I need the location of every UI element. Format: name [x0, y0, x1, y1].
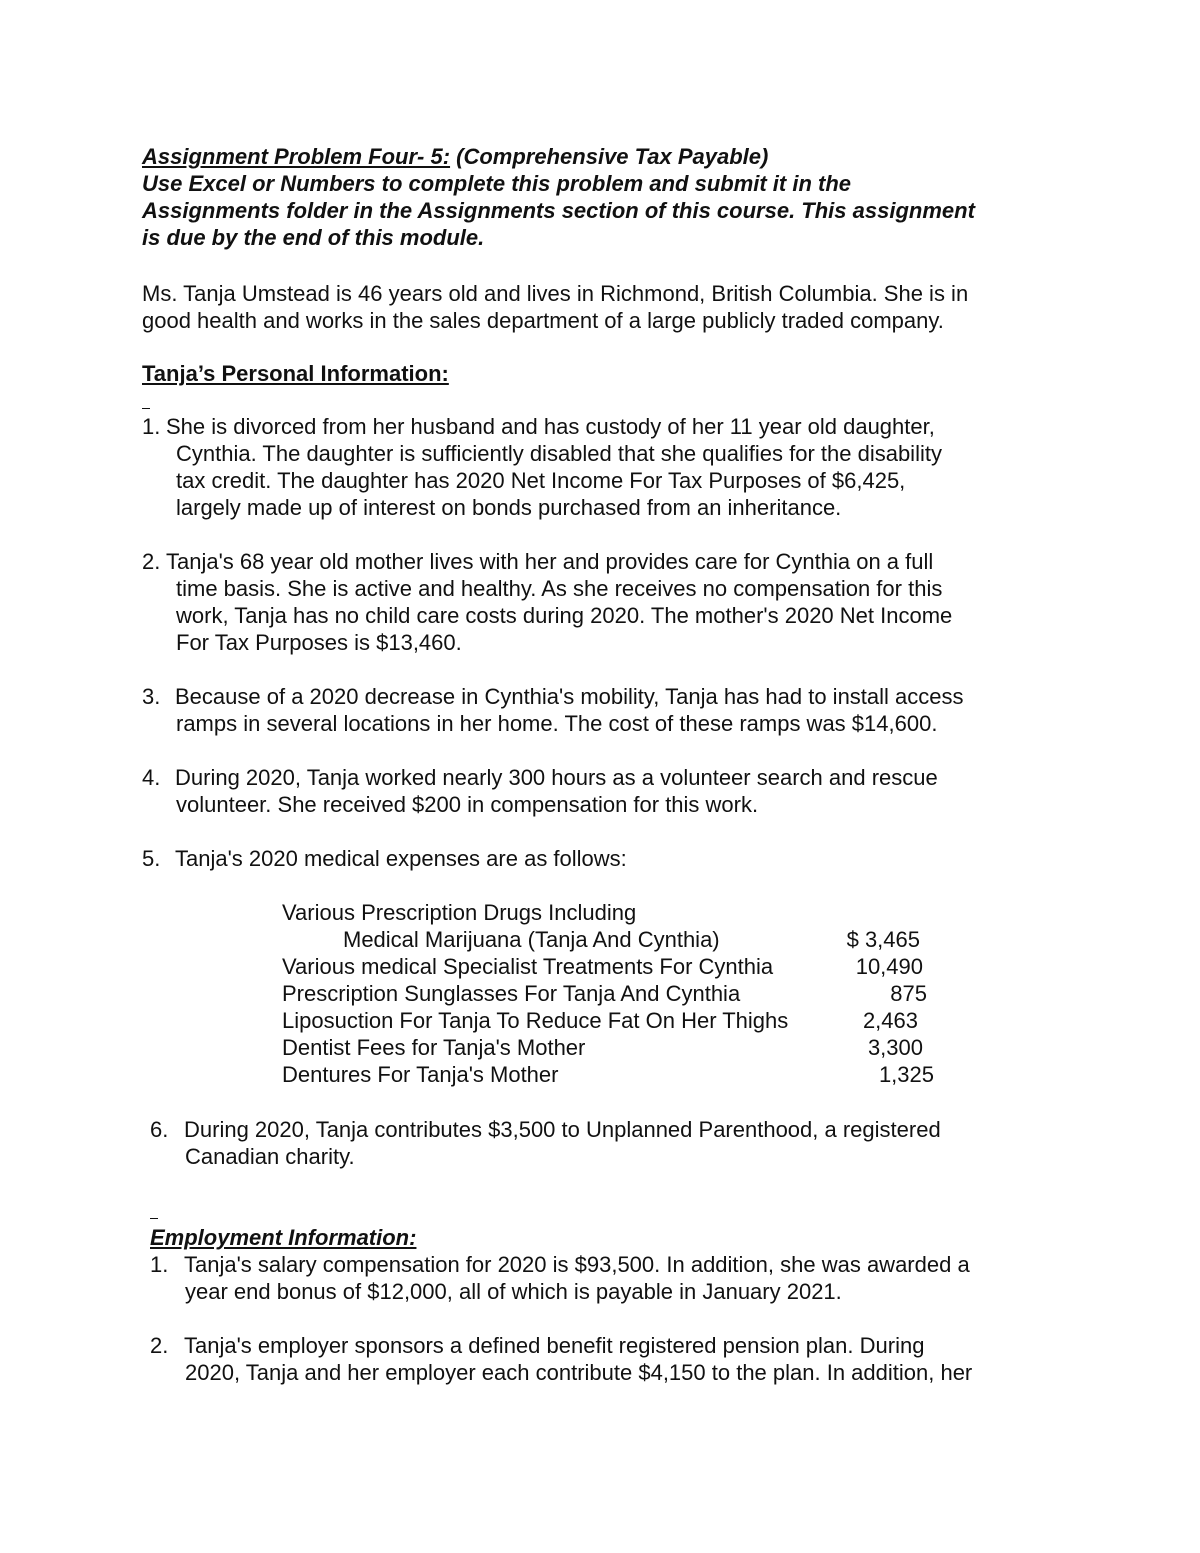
list-item-line: work, Tanja has no child care costs during 2020. The mother's 2020 Net Income [176, 603, 953, 628]
title-rest: (Comprehensive Tax Payable) [450, 144, 769, 169]
stray-mark [142, 408, 150, 409]
instruction-line: Assignments folder in the Assignments section of this course. This assignment [142, 198, 975, 223]
list-item-line: Tanja's salary compensation for 2020 is $93,500. In addition, she was awarded a [184, 1252, 970, 1277]
expense-amount: $ 3,465 [846, 927, 920, 952]
expense-label: Medical Marijuana (Tanja And Cynthia) [343, 927, 720, 952]
list-item-line: During 2020, Tanja contributes $3,500 to Unplanned Parenthood, a registered [184, 1117, 941, 1142]
expense-label: Various Prescription Drugs Including [282, 900, 637, 925]
list-item-line: Canadian charity. [185, 1144, 355, 1169]
title-underlined: Assignment Problem Four- 5: [142, 144, 451, 169]
expense-amount: 2,463 [862, 1008, 918, 1033]
list-item-line: volunteer. She received $200 in compensation for this work. [176, 792, 759, 817]
list-item-line: For Tax Purposes is $13,460. [176, 630, 462, 655]
list-item-line: Tanja's 68 year old mother lives with her and provides care for Cynthia on a full [166, 549, 934, 574]
expense-label: Prescription Sunglasses For Tanja And Cynthia [282, 981, 741, 1006]
list-number: 5. [142, 846, 161, 871]
instruction-line: Use Excel or Numbers to complete this problem and submit it in the [142, 171, 852, 196]
list-item-line: year end bonus of $12,000, all of which is payable in January 2021. [185, 1279, 842, 1304]
expense-label: Various medical Specialist Treatments For Cynthia [282, 954, 774, 979]
list-number: 4. [142, 765, 161, 790]
expense-label: Dentist Fees for Tanja's Mother [282, 1035, 586, 1060]
intro-line: Ms. Tanja Umstead is 46 years old and lives in Richmond, British Columbia. She is in [142, 281, 969, 306]
list-item-line: 2020, Tanja and her employer each contribute $4,150 to the plan. In addition, her [185, 1360, 973, 1385]
personal-info-heading: Tanja’s Personal Information: [142, 361, 449, 386]
assignment-title [142, 143, 768, 170]
list-item-line: Tanja's 2020 medical expenses are as follows: [175, 846, 627, 871]
list-item-line: She is divorced from her husband and has custody of her 11 year old daughter, [166, 414, 935, 439]
list-item-line: ramps in several locations in her home. The cost of these ramps was $14,600. [176, 711, 938, 736]
list-number: 3. [142, 684, 161, 709]
list-number: 1. [150, 1252, 169, 1277]
expense-amount: 1,325 [878, 1062, 934, 1087]
instruction-line: is due by the end of this module. [142, 225, 485, 250]
expense-amount: 3,300 [867, 1035, 923, 1060]
list-number: 6. [150, 1117, 169, 1142]
list-item-line: largely made up of interest on bonds purchased from an inheritance. [176, 495, 842, 520]
list-item-line: tax credit. The daughter has 2020 Net Income For Tax Purposes of $6,425, [176, 468, 906, 493]
list-item-line: During 2020, Tanja worked nearly 300 hours as a volunteer search and rescue [175, 765, 938, 790]
employment-info-heading: Employment Information: [150, 1225, 417, 1250]
list-item-line: time basis. She is active and healthy. As she receives no compensation for this [176, 576, 943, 601]
expense-label: Dentures For Tanja's Mother [282, 1062, 559, 1087]
expense-amount: 875 [890, 981, 927, 1006]
list-item-line: Tanja's employer sponsors a defined benefit registered pension plan. During [184, 1333, 925, 1358]
expense-label: Liposuction For Tanja To Reduce Fat On Her Thighs [282, 1008, 789, 1033]
list-number: 2. [142, 549, 161, 574]
list-number: 1. [142, 414, 161, 439]
intro-line: good health and works in the sales department of a large publicly traded company. [142, 308, 944, 333]
expense-amount: 10,490 [855, 954, 923, 979]
list-item-line: Cynthia. The daughter is sufficiently disabled that she qualifies for the disability [176, 441, 942, 466]
stray-mark [150, 1218, 158, 1219]
list-number: 2. [150, 1333, 169, 1358]
list-item-line: Because of a 2020 decrease in Cynthia's mobility, Tanja has had to install access [175, 684, 964, 709]
